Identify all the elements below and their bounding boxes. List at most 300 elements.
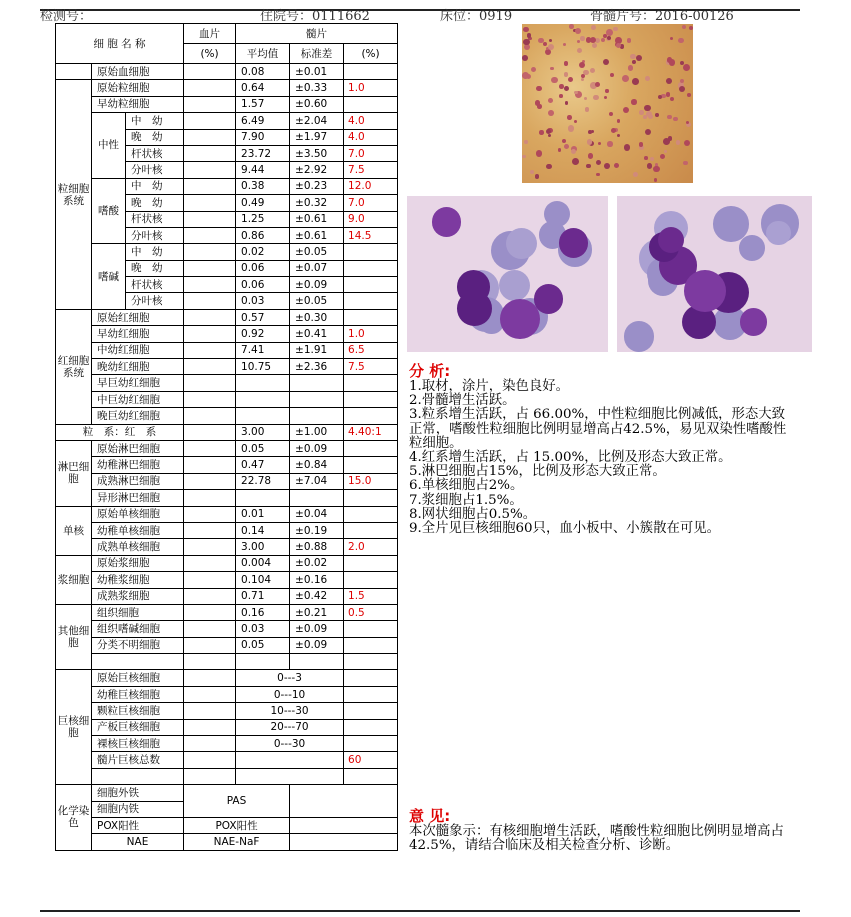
chem-nae: NAE [92,834,184,850]
mean-value: 0.03 [236,621,290,637]
cell-blob [766,221,790,245]
cell-blob [574,120,577,123]
cell-blob [666,92,671,97]
table-row [56,768,398,784]
pct-value: 2.0 [344,539,398,555]
mean-value: 0.01 [236,506,290,522]
table-row [56,96,398,112]
sd-value: ±0.05 [290,293,344,309]
cell-blob [551,77,557,83]
cell-name: 成熟淋巴细胞 [92,473,184,489]
ratio-label: 粒 系：红 系 [56,424,184,440]
cell-blob [559,94,563,98]
chem-pox: POX阳性 [92,817,184,833]
cell-blob [530,170,534,174]
sd-value: ±2.92 [290,162,344,178]
cell-name: 杆状核 [126,277,184,293]
cell-blob [647,163,652,168]
analysis-title: 分 析: [409,362,451,380]
cell-blob [622,75,629,82]
cell-blob [603,59,609,65]
sd-value: ±0.09 [290,621,344,637]
cell-name: 分叶核 [126,162,184,178]
pct-value [344,736,398,752]
cell-blob [609,112,613,116]
cell-blob [623,107,629,113]
cell-blob [522,55,528,61]
subcategory-eosinophil: 嗜酸 [92,178,126,244]
cell-blob [588,130,592,134]
sd-value: ±0.21 [290,604,344,620]
table-row [56,637,398,653]
cell-name: 原始血细胞 [92,64,184,80]
sd-value: ±0.19 [290,522,344,538]
cell-blob [667,57,673,63]
category-plasma: 浆细胞 [56,555,92,604]
mean-value: 7.41 [236,342,290,358]
cell-blob [527,33,531,37]
cell-blob [569,24,574,29]
sd-value [290,391,344,407]
mean-value: 1.25 [236,211,290,227]
cell-blob [572,158,579,165]
cell-blob [586,37,591,42]
micrograph-high-power-right [617,196,812,352]
pct-value [344,506,398,522]
table-row [56,719,398,735]
mean-value: 0.03 [236,293,290,309]
category-megakaryocyte: 巨核细胞 [56,670,92,785]
cell-blob [676,140,681,145]
sd-value: ±0.41 [290,326,344,342]
cell-blob [564,72,569,77]
category-other: 其他细胞 [56,604,92,670]
mean-value: 9.44 [236,162,290,178]
pct-value [344,522,398,538]
table-row [56,326,398,342]
sd-value [290,375,344,391]
analysis-item: 8.网状细胞占0.5%。 [409,506,537,522]
cell-blob [639,142,644,147]
cell-blob [587,139,593,145]
cell-blob [531,67,536,72]
pct-value [344,293,398,309]
mean-value: 0.49 [236,195,290,211]
table-row [56,80,398,96]
mean-value: 0.47 [236,457,290,473]
pct-value [344,555,398,571]
pct-value [344,408,398,424]
cell-name: 成熟浆细胞 [92,588,184,604]
sd-value: ±2.04 [290,113,344,129]
mean-value: 0.004 [236,555,290,571]
cell-blob [627,38,631,42]
cell-blob [523,27,529,33]
cell-blob [607,141,612,146]
pct-value: 7.5 [344,359,398,375]
pct-value [344,244,398,260]
table-row [56,440,398,456]
analysis-item: 1.取材，涂片，染色良好。 [409,379,570,394]
cell-name: 中 幼 [126,178,184,194]
sd-value: ±0.16 [290,572,344,588]
sd-value [290,408,344,424]
header-marrow: 髓片 [236,24,398,44]
mean-value: 0.06 [236,260,290,276]
pct-value [344,260,398,276]
cell-blob [639,110,643,114]
sd-value: ±0.02 [290,555,344,571]
pct-value: 1.0 [344,326,398,342]
analysis-item: 6.单核细胞占2%。 [409,478,524,494]
cell-blob [558,148,561,151]
bottom-rule [40,910,800,912]
mean-value: 0.08 [236,64,290,80]
table-row [56,64,398,80]
table-row [56,359,398,375]
cell-name: 产板巨核细胞 [92,719,184,735]
pct-value [344,391,398,407]
table-row [56,654,398,670]
pct-value: 14.5 [344,227,398,243]
micrograph-low-power [522,24,693,183]
cell-blob [579,62,586,69]
analysis-item: 5.淋巴细胞占15%，比例及形态大致正常。 [409,464,666,480]
sd-value: ±1.97 [290,129,344,145]
table-row [56,375,398,391]
cell-blob [658,95,662,99]
table-row [56,113,398,129]
cell-name: 中巨幼红细胞 [92,391,184,407]
cell-blob [604,163,610,169]
cell-blob [610,73,614,77]
table-row [56,817,398,833]
cell-blob [586,164,590,168]
cell-name: 分叶核 [126,227,184,243]
cell-blob [568,77,573,82]
cell-blob [544,201,570,227]
cell-blob [678,38,683,43]
sd-value: ±3.50 [290,145,344,161]
mean-value [236,490,290,506]
cell-blob [591,130,594,133]
pct-value [344,457,398,473]
cell-blob [653,166,660,173]
pct-value [344,96,398,112]
sd-value: ±0.07 [290,260,344,276]
cell-blob [590,68,595,73]
cell-blob [546,164,552,170]
cell-name: 原始巨核细胞 [92,670,184,686]
cell-blob [636,55,642,61]
cell-blob [632,60,636,64]
analysis-item: 4.红系增生活跃，占 15.00%，比例及形态大致正常。 [409,450,732,466]
cell-blob [585,107,590,112]
sd-value: ±0.61 [290,227,344,243]
pct-value [344,309,398,325]
table-row [56,736,398,752]
cell-blob [591,25,596,30]
cell-name: 幼稚浆细胞 [92,572,184,588]
cell-blob [666,78,672,84]
cell-blob [522,72,529,79]
category-erythrocyte: 红细胞系统 [56,309,92,424]
cell-blob [605,89,608,92]
cell-name: 中 幼 [126,113,184,129]
table-row [56,408,398,424]
mean-value: 10.75 [236,359,290,375]
cell-blob [432,207,461,236]
cell-blob [568,125,574,131]
table-row [56,178,398,194]
pct-value [344,703,398,719]
cell-blob [644,156,648,160]
mean-value: 1.57 [236,96,290,112]
cell-blob [683,64,690,71]
table-row [56,309,398,325]
cell-blob [682,25,686,29]
sd-value: ±0.33 [290,80,344,96]
cell-name: 组织细胞 [92,604,184,620]
mean-value: 0.05 [236,637,290,653]
cell-blob [539,130,543,134]
pct-value [344,637,398,653]
header-sd: 标准差 [290,44,344,64]
mean-value: 0.86 [236,227,290,243]
cell-blob [684,140,690,146]
mean-value: 0.71 [236,588,290,604]
mean-value: 0.16 [236,604,290,620]
cell-blob [660,154,665,159]
cell-name: 分类不明细胞 [92,637,184,653]
pct-value: 9.0 [344,211,398,227]
cell-name: 杆状核 [126,211,184,227]
cell-blob [631,99,636,104]
chem-fe-in: 细胞内铁 [92,801,184,817]
mean-value: 0.57 [236,309,290,325]
cell-blob [548,98,553,103]
cell-blob [687,93,691,97]
cell-blob [596,173,599,176]
cell-blob [543,42,547,46]
cell-blob [588,153,594,159]
category-granulocyte: 粒细胞系统 [56,80,92,309]
pct-value [344,719,398,735]
cell-name: 幼稚淋巴细胞 [92,457,184,473]
table-row [56,555,398,571]
cell-blob [689,26,693,30]
header-mean: 平均值 [236,44,290,64]
cell-blob [644,105,650,111]
chem-pox2: POX阳性 [184,817,290,833]
cell-blob [565,101,568,104]
table-row [56,834,398,850]
cell-blob [601,38,605,42]
mean-value [236,408,290,424]
sd-value: ±0.23 [290,178,344,194]
cell-blob [592,43,597,48]
cell-count-table [55,23,398,851]
range-value: 0---3 [236,670,344,686]
mean-value: 3.00 [236,539,290,555]
mean-value: 0.05 [236,440,290,456]
mean-value: 0.02 [236,244,290,260]
cell-name: 早幼红细胞 [92,326,184,342]
top-rule [40,9,800,24]
cell-blob [598,142,601,145]
mean-value: 23.72 [236,145,290,161]
sd-value: ±0.05 [290,244,344,260]
cell-name: 幼稚巨核细胞 [92,686,184,702]
cell-blob [617,134,620,137]
cell-blob [580,36,584,40]
table-row [56,670,398,686]
cell-blob [630,54,636,60]
table-row [56,522,398,538]
cell-name: 髓片巨核总数 [92,752,184,768]
pct-value: 1.5 [344,588,398,604]
cell-blob [670,97,674,101]
table-row [56,244,398,260]
cell-blob [670,37,673,40]
header-blood: 血片 [184,24,236,44]
analysis-item: 2.骨髓增生活跃。 [409,393,516,409]
cell-name: 原始浆细胞 [92,555,184,571]
subcategory-neutrophil: 中性 [92,113,126,179]
sd-value: ±7.04 [290,473,344,489]
range-value: 20---70 [236,719,344,735]
cell-name: 中 幼 [126,244,184,260]
cell-name: 原始淋巴细胞 [92,440,184,456]
mean-value: 6.49 [236,113,290,129]
cell-blob [548,110,554,116]
cell-blob [628,65,634,71]
sd-value: ±0.09 [290,440,344,456]
mean-value: 0.06 [236,277,290,293]
cell-blob [648,114,653,119]
cell-blob [564,86,569,91]
pct-value [344,375,398,391]
cell-blob [559,228,589,258]
cell-blob [583,70,589,76]
cell-blob [500,299,540,339]
cell-blob [571,149,576,154]
table-row [56,457,398,473]
category-chem-stain: 化学染色 [56,785,92,851]
cell-name: 幼稚单核细胞 [92,522,184,538]
cell-name: 异形淋巴细胞 [92,490,184,506]
sd-value: ±0.01 [290,64,344,80]
pct-value: 0.5 [344,604,398,620]
cell-blob [658,227,684,253]
cell-blob [650,157,654,161]
header-pct: (%) [344,44,398,64]
cell-blob [603,34,607,38]
cell-name: 原始粒细胞 [92,80,184,96]
pct-value: 7.0 [344,195,398,211]
sd-value: ±2.36 [290,359,344,375]
table-row [56,686,398,702]
cell-name: 原始红细胞 [92,309,184,325]
cell-blob [604,96,607,99]
mean-value [236,375,290,391]
pct-value [344,686,398,702]
cell-blob [624,321,654,351]
cell-blob [536,150,543,157]
cell-blob [577,48,582,53]
category-lymphocyte: 淋巴细胞 [56,440,92,506]
cell-blob [683,161,688,166]
cell-name: 杆状核 [126,145,184,161]
analysis-item: 7.浆细胞占1.5%。 [409,492,523,508]
mean-value: 0.38 [236,178,290,194]
sd-value: ±1.00 [290,424,344,440]
cell-blob [548,134,551,137]
cell-blob [536,86,541,91]
sd-value [290,490,344,506]
cell-blob [524,140,528,144]
sd-value: ±0.09 [290,277,344,293]
cell-blob [655,113,659,117]
sd-value: ±0.04 [290,506,344,522]
cell-blob [522,155,526,159]
cell-blob [596,160,601,165]
cell-name: 早幼粒细胞 [92,96,184,112]
sd-value: ±0.42 [290,588,344,604]
pct-value [344,670,398,686]
cell-blob [506,228,537,259]
cell-blob [584,97,587,100]
pct-value: 15.0 [344,473,398,489]
cell-name: 成熟单核细胞 [92,539,184,555]
cell-name: 晚 幼 [126,195,184,211]
table-row [56,703,398,719]
cell-blob [624,144,631,151]
pct-value: 1.0 [344,80,398,96]
pct-value: 4.0 [344,129,398,145]
header-blood-unit: (%) [184,44,236,64]
sd-value: ±1.91 [290,342,344,358]
opinion-title: 意 见: [409,807,451,825]
cell-blob [645,129,651,135]
cell-name: 晚幼红细胞 [92,359,184,375]
cell-blob [564,61,568,65]
mean-value: 22.78 [236,473,290,489]
range-value: 0---30 [236,736,344,752]
mean-value: 7.90 [236,129,290,145]
sd-value: ±0.88 [290,539,344,555]
table-row [56,424,398,440]
cell-name: 晚 幼 [126,260,184,276]
cell-blob [680,79,684,83]
range-value: 10---30 [236,703,344,719]
cell-name: 分叶核 [126,293,184,309]
cell-blob [534,284,564,314]
table-row [56,539,398,555]
mean-value: 0.64 [236,80,290,96]
cell-blob [739,235,765,261]
category-monocyte: 单核 [56,506,92,555]
sd-value: ±0.30 [290,309,344,325]
chem-naf: NAE-NaF [184,834,290,850]
table-row [56,391,398,407]
cell-blob [559,84,564,89]
cell-blob [740,308,767,335]
cell-name: 颗粒巨核细胞 [92,703,184,719]
table-row [56,473,398,489]
pct-value [344,621,398,637]
cell-name: 中幼红细胞 [92,342,184,358]
